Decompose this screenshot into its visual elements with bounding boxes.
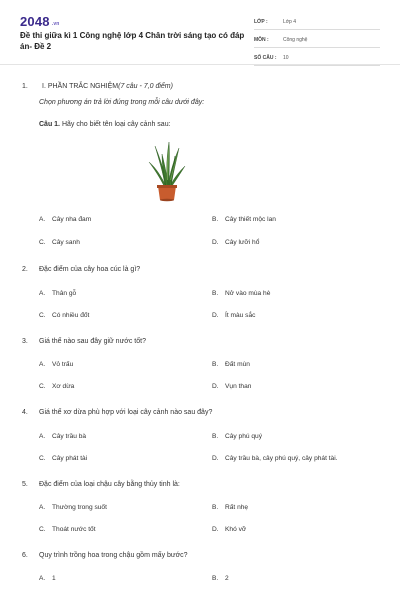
option-q2-c[interactable] <box>39 312 89 319</box>
question-text: Đặc điểm của cây hoa cúc là gì? <box>39 266 141 273</box>
site-logo[interactable] <box>20 14 60 29</box>
option-q6-a[interactable] <box>39 575 56 582</box>
option-q5-a[interactable] <box>39 504 107 511</box>
question-text: Quy trình trồng hoa trong chậu gồm mấy bước? <box>39 552 188 559</box>
section-instruction: Chọn phương án trả lời đúng trong mỗi câu dưới đây: <box>39 99 205 106</box>
meta-value: Lớp 4 <box>283 18 297 25</box>
meta-value: Công nghệ <box>283 36 308 43</box>
option-q3-a[interactable] <box>39 361 73 368</box>
option-text: Thoát nước tốt <box>52 526 96 533</box>
option-letter: D. <box>212 526 219 533</box>
option-q3-d[interactable] <box>212 383 251 390</box>
option-q4-c[interactable] <box>39 455 87 462</box>
option-text: Rất nhẹ <box>225 504 249 511</box>
exam-title: Đề thi giữa kì 1 Công nghệ lớp 4 Chân trời sáng tạo có đáp án- Đề 2 <box>20 31 245 51</box>
section-note: (7 câu - 7,0 điểm) <box>118 83 173 90</box>
option-letter: B. <box>212 433 219 440</box>
option-text: Cây thiết mộc lan <box>225 216 276 223</box>
option-q1-a[interactable] <box>39 216 91 223</box>
option-letter: B. <box>212 504 219 511</box>
question-5 <box>22 481 180 488</box>
option-letter: A. <box>39 504 46 511</box>
option-q3-c[interactable] <box>39 383 74 390</box>
option-q2-b[interactable] <box>212 290 270 297</box>
question-4 <box>22 409 212 416</box>
option-letter: A. <box>39 361 46 368</box>
option-q4-d[interactable] <box>212 455 338 462</box>
option-text: Ít màu sắc <box>225 312 256 319</box>
meta-row-grade <box>254 14 380 30</box>
option-text: Thường trong suốt <box>52 504 107 511</box>
snake-plant-image <box>145 140 189 204</box>
option-text: Vụn than <box>225 383 252 390</box>
option-text: Thân gỗ <box>52 290 77 297</box>
option-text: Có nhiều đốt <box>52 312 90 319</box>
meta-key: LỚP : <box>254 18 268 25</box>
exam-meta <box>254 14 380 68</box>
meta-row-subject <box>254 32 380 48</box>
page-header <box>0 0 400 65</box>
option-letter: D. <box>212 383 219 390</box>
question-1-title <box>39 121 171 128</box>
question-text: Giá thể xơ dừa phù hợp với loại cây cảnh nào sau đây? <box>39 409 213 416</box>
meta-row-count <box>254 50 380 66</box>
option-q5-b[interactable] <box>212 504 248 511</box>
section-name: I. PHẦN TRẮC NGHIỆM <box>42 83 119 90</box>
question-number: 6. <box>22 552 28 559</box>
option-text: Cây phú quý <box>225 433 263 440</box>
option-text: Nở vào mùa hè <box>225 290 271 297</box>
option-text: Khó vỡ <box>225 526 247 533</box>
question-1-label: Câu 1. <box>39 121 61 128</box>
option-text: Đất mùn <box>225 361 250 368</box>
section-number: 1. <box>22 83 28 90</box>
option-text: 1 <box>52 575 56 582</box>
option-text: Xơ dừa <box>52 383 75 390</box>
option-text: Cây lưỡi hổ <box>225 239 260 246</box>
option-q6-b[interactable] <box>212 575 229 582</box>
question-2 <box>22 266 140 273</box>
logo-suffix: .vn <box>51 21 60 27</box>
option-letter: A. <box>39 433 46 440</box>
option-q4-a[interactable] <box>39 433 86 440</box>
question-text: Đặc điểm của loại chậu cây bằng thủy tinh là: <box>39 481 180 488</box>
section-heading <box>22 83 173 90</box>
option-q1-d[interactable] <box>212 239 259 246</box>
option-q2-d[interactable] <box>212 312 255 319</box>
option-letter: B. <box>212 361 219 368</box>
option-q5-c[interactable] <box>39 526 96 533</box>
option-letter: C. <box>39 312 46 319</box>
question-number: 2. <box>22 266 28 273</box>
option-text: Vỏ trấu <box>52 361 74 368</box>
question-3 <box>22 338 146 345</box>
option-letter: C. <box>39 526 46 533</box>
option-text: Cây sanh <box>52 239 80 246</box>
option-letter: A. <box>39 290 46 297</box>
option-q5-d[interactable] <box>212 526 246 533</box>
option-text: Cây nha đam <box>52 216 92 223</box>
question-1-text: Hãy cho biết tên loại cây cảnh sau: <box>61 121 171 128</box>
meta-key: SỐ CÂU : <box>254 54 277 61</box>
option-q2-a[interactable] <box>39 290 76 297</box>
question-number: 3. <box>22 338 28 345</box>
logo-text: 2048 <box>20 14 50 29</box>
option-q1-b[interactable] <box>212 216 276 223</box>
option-text: Cây trầu bà <box>52 433 87 440</box>
question-6 <box>22 552 188 559</box>
question-number: 5. <box>22 481 28 488</box>
option-q3-b[interactable] <box>212 361 250 368</box>
option-letter: C. <box>39 239 46 246</box>
option-letter: D. <box>212 312 219 319</box>
option-q4-b[interactable] <box>212 433 262 440</box>
question-number: 4. <box>22 409 28 416</box>
option-letter: B. <box>212 216 219 223</box>
option-text: Cây phát tài <box>52 455 88 462</box>
meta-value: 10 <box>283 54 289 61</box>
option-text: 2 <box>225 575 229 582</box>
meta-key: MÔN : <box>254 36 269 43</box>
question-text: Giá thể nào sau đây giữ nước tốt? <box>39 338 146 345</box>
option-letter: A. <box>39 216 46 223</box>
option-letter: A. <box>39 575 46 582</box>
option-letter: D. <box>212 239 219 246</box>
option-letter: C. <box>39 455 46 462</box>
option-letter: B. <box>212 290 219 297</box>
option-letter: D. <box>212 455 219 462</box>
option-letter: C. <box>39 383 46 390</box>
option-text: Cây trầu bà, cây phú quý, cây phát tài. <box>225 455 338 462</box>
option-q1-c[interactable] <box>39 239 80 246</box>
option-letter: B. <box>212 575 219 582</box>
